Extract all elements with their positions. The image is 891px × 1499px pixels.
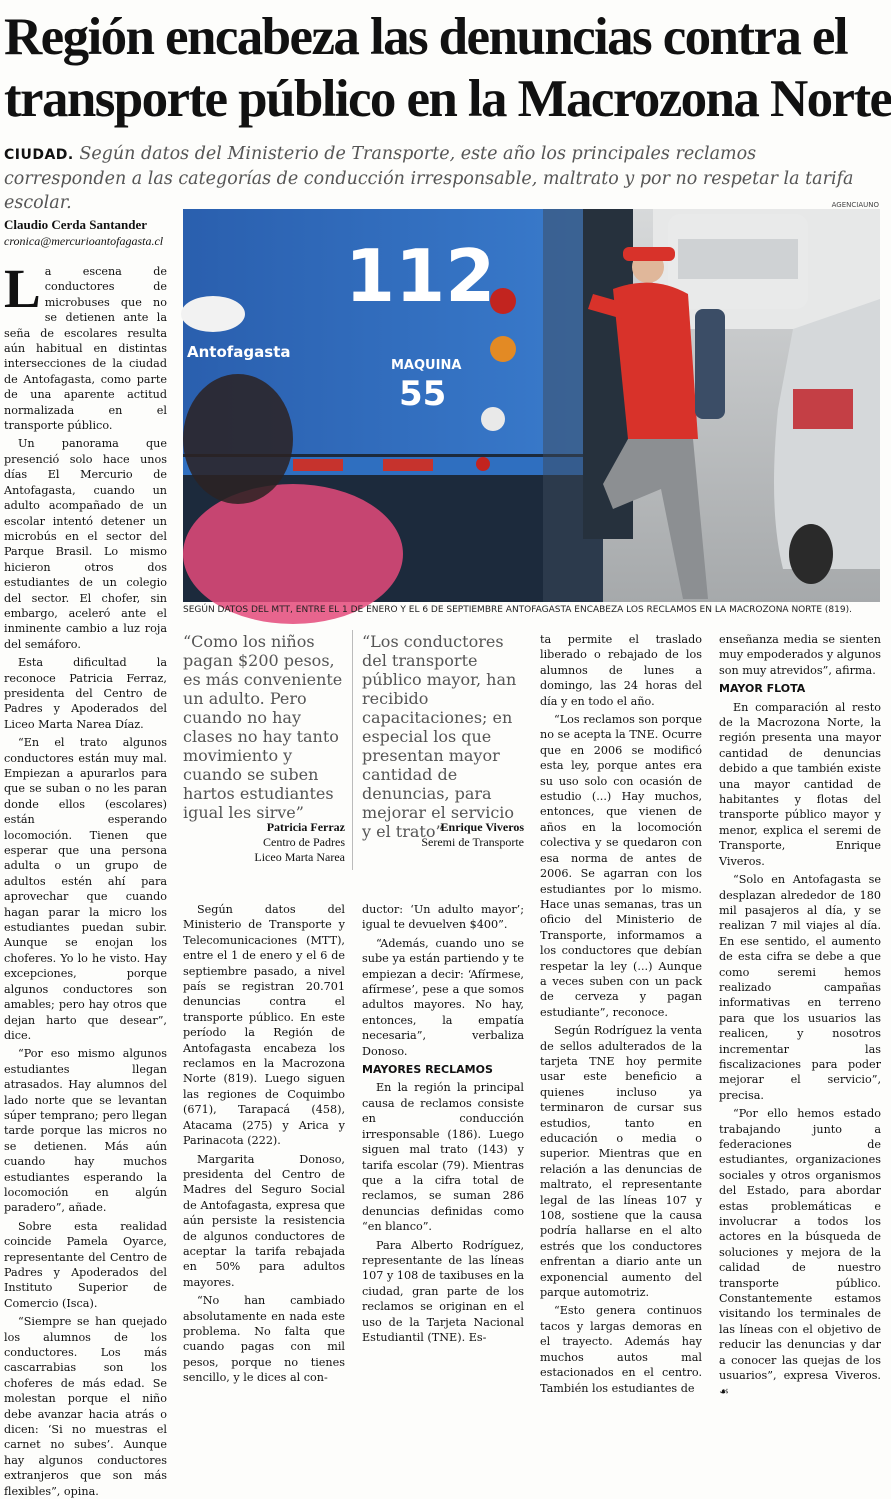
col1-paragraph-5: “Por eso mismo algunos estudiantes llegan atrasados. Hay alumnos del lado norte que se levantan súper temprano; pero llegan tarde porque las micros no se detienen. Más aún cuando hay muchos estudiantes esperando la locomoción en algún paradero”, añade.	[4, 1047, 167, 1215]
col1-paragraph-3: Esta dificultad la reconoce Patricia Ferraz, presidenta del Centro de Padres y Apoderados del Liceo Marta Narea Díaz.	[4, 656, 167, 731]
article-column-1	[4, 258, 167, 1498]
pull-quote-2: “Los conductores del transporte público mayor, han recibido capacitaciones; en especial los que presentan mayor cantidad de denuncias, para mejorar el servicio y el trato”	[362, 632, 517, 841]
pull-quote-2-role: Seremi de Transporte	[421, 835, 524, 849]
headline-line-1: Región encabeza las denuncias contra el	[4, 8, 847, 66]
col4-paragraph-1: ta permite el traslado liberado o rebajado de los alumnos de lunes a domingo, las 24 horas del día y en todo el año.	[540, 633, 702, 708]
pull-quote-2-attribution	[362, 820, 524, 850]
news-photo	[183, 209, 880, 602]
col5-paragraph-1: enseñanza media se sienten muy empoderados y algunos son muy atrevidos”, afirma.	[719, 633, 881, 677]
column-rule	[352, 630, 353, 870]
col3-paragraph-1: ductor: ‘Un adulto mayor’; igual te devuelven $400”.	[362, 903, 524, 932]
subhead-mayores-reclamos: MAYORES RECLAMOS	[362, 1063, 493, 1077]
headline	[4, 6, 891, 130]
col2-paragraph-2: Margarita Donoso, presidenta del Centro de Madres del Seguro Social de Antofagasta, expresa que aún persiste la resistencia de algunos conductores de aceptar la tarifa rebajada en 50% para adultos mayores.	[183, 1152, 345, 1289]
subhead-mayor-flota: MAYOR FLOTA	[719, 682, 806, 696]
lead-text: Según datos del Ministerio de Transporte, este año los principales reclamos corresponden a las categorías de conducción irresponsable, maltrato y por no respetar la tarifa escolar.	[4, 144, 854, 213]
col1-paragraph-4: “En el trato algunos conductores están muy mal. Empiezan a apurarlos para que se suban o no les paran donde ellos (escolares) están esperando locomoción. Tienen que esperar que una persona adulta o un grupo de adultos estén ahí para aprovechar que cuando hagan parar la micro los estudiantes puedan subir. Aunque se enojan los choferes. Yo lo he visto. Hay excepciones, porque algunos conductores son amables; pero hay otros que dejan harto que desear”, dice.	[4, 736, 167, 1042]
col1-paragraph-2: Un panorama que presenció solo hace unos días El Mercurio de Antofagasta, cuando un adulto acompañado de un escolar intentó detener un microbús en el sector del Parque Brasil. Lo mismo hicieron otros dos estudiantes de un colegio del sector. El chofer, sin embargo, aceleró ante el inminente cambio a luz roja del semáforo.	[4, 437, 167, 651]
col1-paragraph-7: “Siempre se han quejado los alumnos de los conductores. Los más cascarrabias son los choferes de más edad. Se molestan porque el niño debe avanzar hacia atrás o dicen: ‘Si no muestras el carnet no subes’. Aunque hay algunos conductores extranjeros que son más flexibles”, opina.	[4, 1315, 167, 1498]
pull-quote-2-author: Enrique Viveros	[440, 820, 524, 834]
drop-cap: L	[4, 258, 41, 319]
col2-paragraph-3: “No han cambiado absolutamente en nada este problema. No falta que cuando pagas con mil pesos, porque no tienes sencillo, y le dices al con-	[183, 1294, 345, 1385]
pull-quote-1-author: Patricia Ferraz	[266, 820, 345, 834]
pull-quote-1-role-2: Liceo Marta Narea	[254, 850, 345, 864]
col5-paragraph-2: En comparación al resto de la Macrozona Norte, la región presenta una mayor cantidad de denuncias debido a que también existe una mayor cantidad de habitantes y flotas del transporte público mayor y menor, explica el seremi de Transporte, Enrique Viveros.	[719, 700, 881, 868]
photo-credit: AGENCIAUNO	[831, 201, 879, 209]
col3-paragraph-4: Para Alberto Rodríguez, representante de las líneas 107 y 108 de taxibuses en la ciudad, gran parte de los reclamos se originan en el uso de la Tarjeta Nacional Estudiantil (TNE). Es-	[362, 1238, 524, 1344]
article-column-2	[183, 902, 345, 1385]
section-kicker: CIUDAD.	[4, 147, 74, 163]
pull-quote-1-role-1: Centro de Padres	[263, 835, 345, 849]
pull-quote-1: “Como los niños pagan $200 pesos, es más conveniente un adulto. Pero cuando no hay clases no hay tanto movimiento y cuando se suben hartos estudiantes igual les sirve”	[183, 632, 343, 822]
col2-paragraph-1: Según datos del Ministerio de Transporte y Telecomunicaciones (MTT), entre el 1 de enero y el 6 de septiembre pasado, a nivel país se registran 20.701 denuncias contra el transporte público. En este período la Región de Antofagasta encabeza los reclamos en la Macrozona Norte (819). Luego siguen las regiones de Coquimbo (671), Tarapacá (458), Atacama (275) y Arica y Parinacota (222).	[183, 903, 345, 1148]
col3-paragraph-3: En la región la principal causa de reclamos consiste en conducción irresponsable (186). Luego siguen mal trato (143) y tarifa escolar (79). Mientras que a la cifra total de reclamos, se suman 286 denuncias definidas como “en blanco”.	[362, 1081, 524, 1234]
author-name: Claudio Cerda Santander	[4, 217, 148, 232]
bus-label: MAQUINA	[391, 358, 462, 373]
col4-paragraph-3: Según Rodríguez la venta de sellos adulterados de la tarjeta TNE hoy permite usar este beneficio a quienes incluso ya terminaron de cursar sus estudios, tanto en educación o media o superior. Mientras que en relación a las denuncias de maltrato, el representante legal de las líneas 107 y 108, sostiene que la causa podría hallarse en el alto estrés que los conductores enfrentan a diario ante un exponencial aumento del parque automotriz.	[540, 1024, 702, 1300]
article-column-5	[719, 632, 881, 1398]
col4-paragraph-2: “Los reclamos son porque no se acepta la TNE. Ocurre que en 2006 se modificó esta ley, porque antes era su uso solo con ocasión de estudio (...) Hay muchos, entonces, que vienen de años en la locomoción colectiva y se quedaron con esa norma de antes de 2006. Se agarran con los estudiantes por lo mismo. Hace unas semanas, tras un oficio del Ministerio de Transporte, informamos a los conductores que debían respetar la ley (...) Aunque a veces suben con un pack de cerveza y pagan estudiante”, reconoce.	[540, 713, 702, 1019]
article-column-3	[362, 902, 524, 1344]
col3-paragraph-2: “Además, cuando uno se sube ya están partiendo y te empiezan a decir: ‘Afírmese, afírmese’, pese a que somos adultos mayores. No hay, entonces, la empatía necesaria”, verbaliza Donoso.	[362, 936, 524, 1058]
col1-paragraph-6: Sobre esta realidad coincide Pamela Oyarce, representante del Centro de Padres y Apoderados del Instituto Superior de Comercio (Isca).	[4, 1219, 167, 1310]
col4-paragraph-4: “Esto genera continuos tacos y largas demoras en el trayecto. Además hay muchos autos mal estacionados en el centro. También los estudiantes de	[540, 1304, 702, 1395]
bus-city: Antofagasta	[187, 343, 291, 361]
headline-line-2: transporte público en la Macrozona Norte	[4, 70, 891, 128]
article-column-4	[540, 632, 702, 1395]
photo-illustration	[183, 209, 880, 602]
bus-number: 112	[345, 234, 496, 318]
bus-unit: 55	[399, 374, 447, 414]
pull-quote-1-attribution	[183, 820, 345, 865]
photo-caption: SEGÚN DATOS DEL MTT, ENTRE EL 1 DE ENERO Y EL 6 DE SEPTIEMBRE ANTOFAGASTA ENCABEZA LOS RECLAMOS EN LA MACROZONA NORTE (819).	[183, 605, 852, 615]
author-email: cronica@mercurioantofagasta.cl	[4, 234, 164, 248]
byline	[4, 216, 174, 250]
lead-paragraph	[4, 142, 880, 215]
col5-paragraph-3: “Solo en Antofagasta se desplazan alrededor de 180 mil pasajeros al día, y se realizan 7 mil viajes al día. En ese sentido, el aumento de esta cifra se debe a que como seremi hemos realizado campañas informativas en terreno para que los usuarios las realicen, y nosotros incrementar las fiscalizaciones para poder mejorar el servicio”, precisa.	[719, 873, 881, 1102]
col1-paragraph-1: La escena de conductores de microbuses que no se detienen ante la seña de escolares resulta aún habitual en distintas intersecciones de la ciudad de Antofagasta, como parte de una aparente actitud normalizada en el transporte público.	[4, 258, 167, 433]
col5-paragraph-4: “Por ello hemos estado trabajando junto a federaciones de estudiantes, organizaciones sociales y otros organismos del Estado, para abordar estas problemáticas e involucrar a todos los actores en la búsqueda de soluciones y mejora de la calidad de nuestro transporte público. Constantemente estamos visitando los terminales de las líneas con el objetivo de reducir las denuncias y dar a conocer las quejas de los usuarios”, expresa Viveros. ☙	[719, 1107, 881, 1398]
